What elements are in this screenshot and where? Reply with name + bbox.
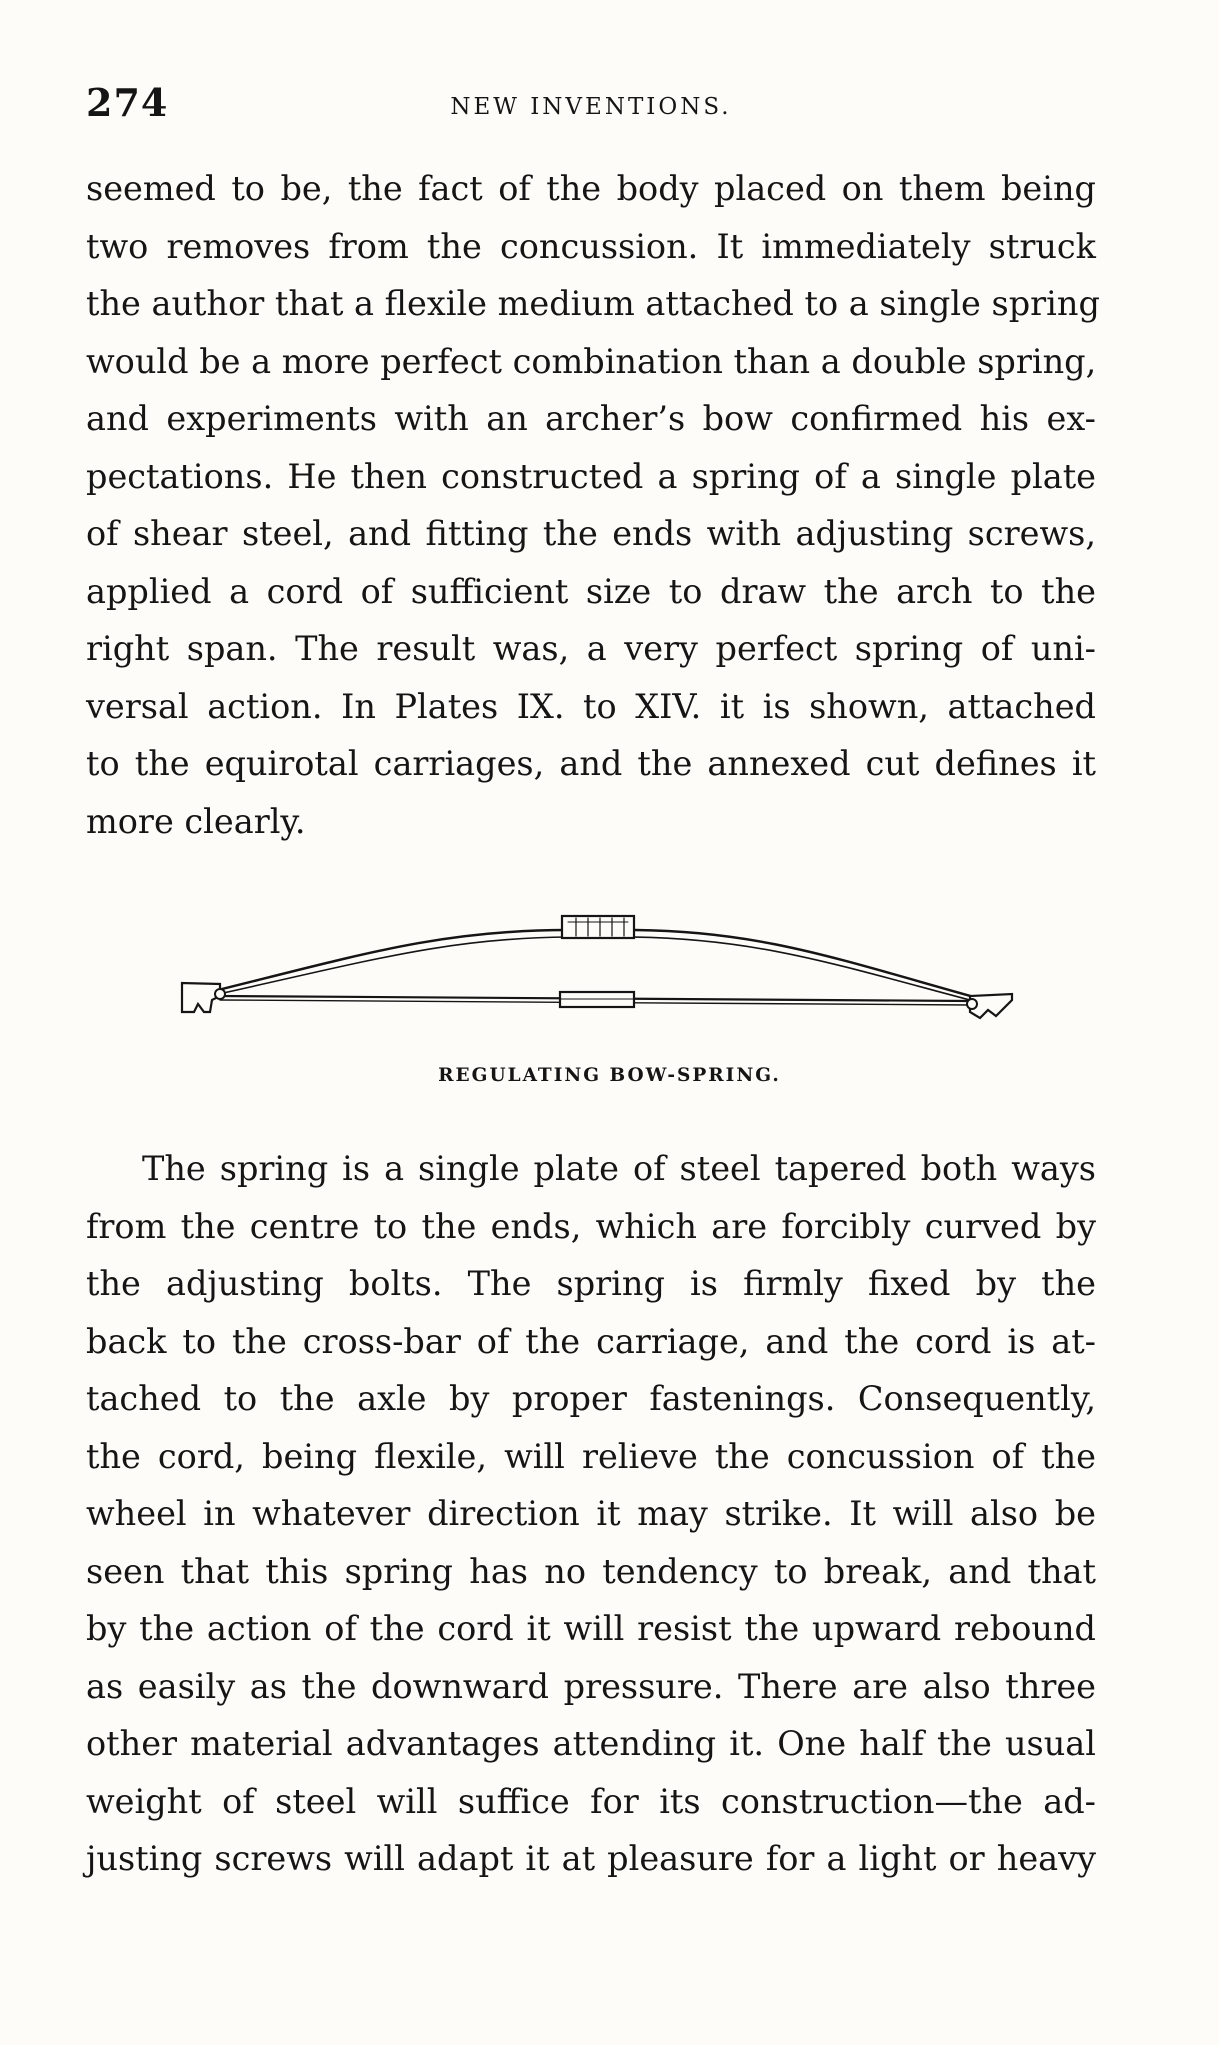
text-line: the author that a flexile medium attached to a single spring	[86, 284, 1100, 323]
text-line: the cord, being flexile, will relieve the concussion of the	[86, 1436, 1096, 1476]
text-line: tached to the axle by proper fastenings. Consequently,	[86, 1379, 1096, 1418]
bow-spring-drawing	[180, 900, 1015, 1030]
text-line: by the action of the cord it will resist the upward rebound	[86, 1609, 1096, 1648]
text-line: would be a more perfect combination than a double spring,	[86, 341, 1097, 381]
figure-caption: REGULATING BOW-SPRING.	[438, 1065, 781, 1086]
text-line: other material advantages attending it. One half the usual	[86, 1724, 1096, 1763]
text-line: and experiments with an archer’s bow confirmed his ex-	[86, 399, 1096, 438]
text-line: weight of steel will suffice for its construction—the ad-	[86, 1781, 1096, 1821]
text-line: right span. The result was, a very perfect spring of uni-	[86, 629, 1096, 668]
page-header	[86, 80, 1096, 130]
page-number: 274	[86, 80, 169, 125]
text-line: two removes from the concussion. It immediately struck	[86, 226, 1096, 266]
text-line: seen that this spring has no tendency to break, and that	[86, 1551, 1096, 1591]
paragraph-2	[86, 1140, 1096, 1888]
text-line: The spring is a single plate of steel tapered both ways	[142, 1149, 1096, 1188]
text-line: the adjusting bolts. The spring is firmly fixed by the	[86, 1264, 1096, 1303]
text-line: wheel in whatever direction it may strike. It will also be	[86, 1494, 1096, 1533]
text-line: from the centre to the ends, which are forcibly curved by	[86, 1206, 1096, 1246]
running-head: NEW INVENTIONS.	[450, 94, 732, 120]
text-line: of shear steel, and fitting the ends with adjusting screws,	[86, 514, 1096, 553]
text-line: seemed to be, the fact of the body placed on them being	[86, 169, 1096, 208]
bow-spring-illustration	[180, 900, 1015, 1030]
text-line: applied a cord of sufficient size to draw the arch to the	[86, 571, 1096, 611]
text-line: as easily as the downward pressure. There are also three	[86, 1666, 1096, 1706]
text-line: pectations. He then constructed a spring of a single plate	[86, 456, 1096, 496]
text-line: versal action. In Plates IX. to XIV. it is shown, attached	[86, 686, 1096, 726]
paragraph-1	[86, 160, 1100, 850]
text-line: more clearly.	[86, 801, 306, 841]
text-line: justing screws will adapt it at pleasure for a light or heavy	[86, 1839, 1096, 1878]
text-line: to the equirotal carriages, and the annexed cut defines it	[86, 744, 1096, 783]
text-line: back to the cross-bar of the carriage, and the cord is at-	[86, 1321, 1096, 1361]
